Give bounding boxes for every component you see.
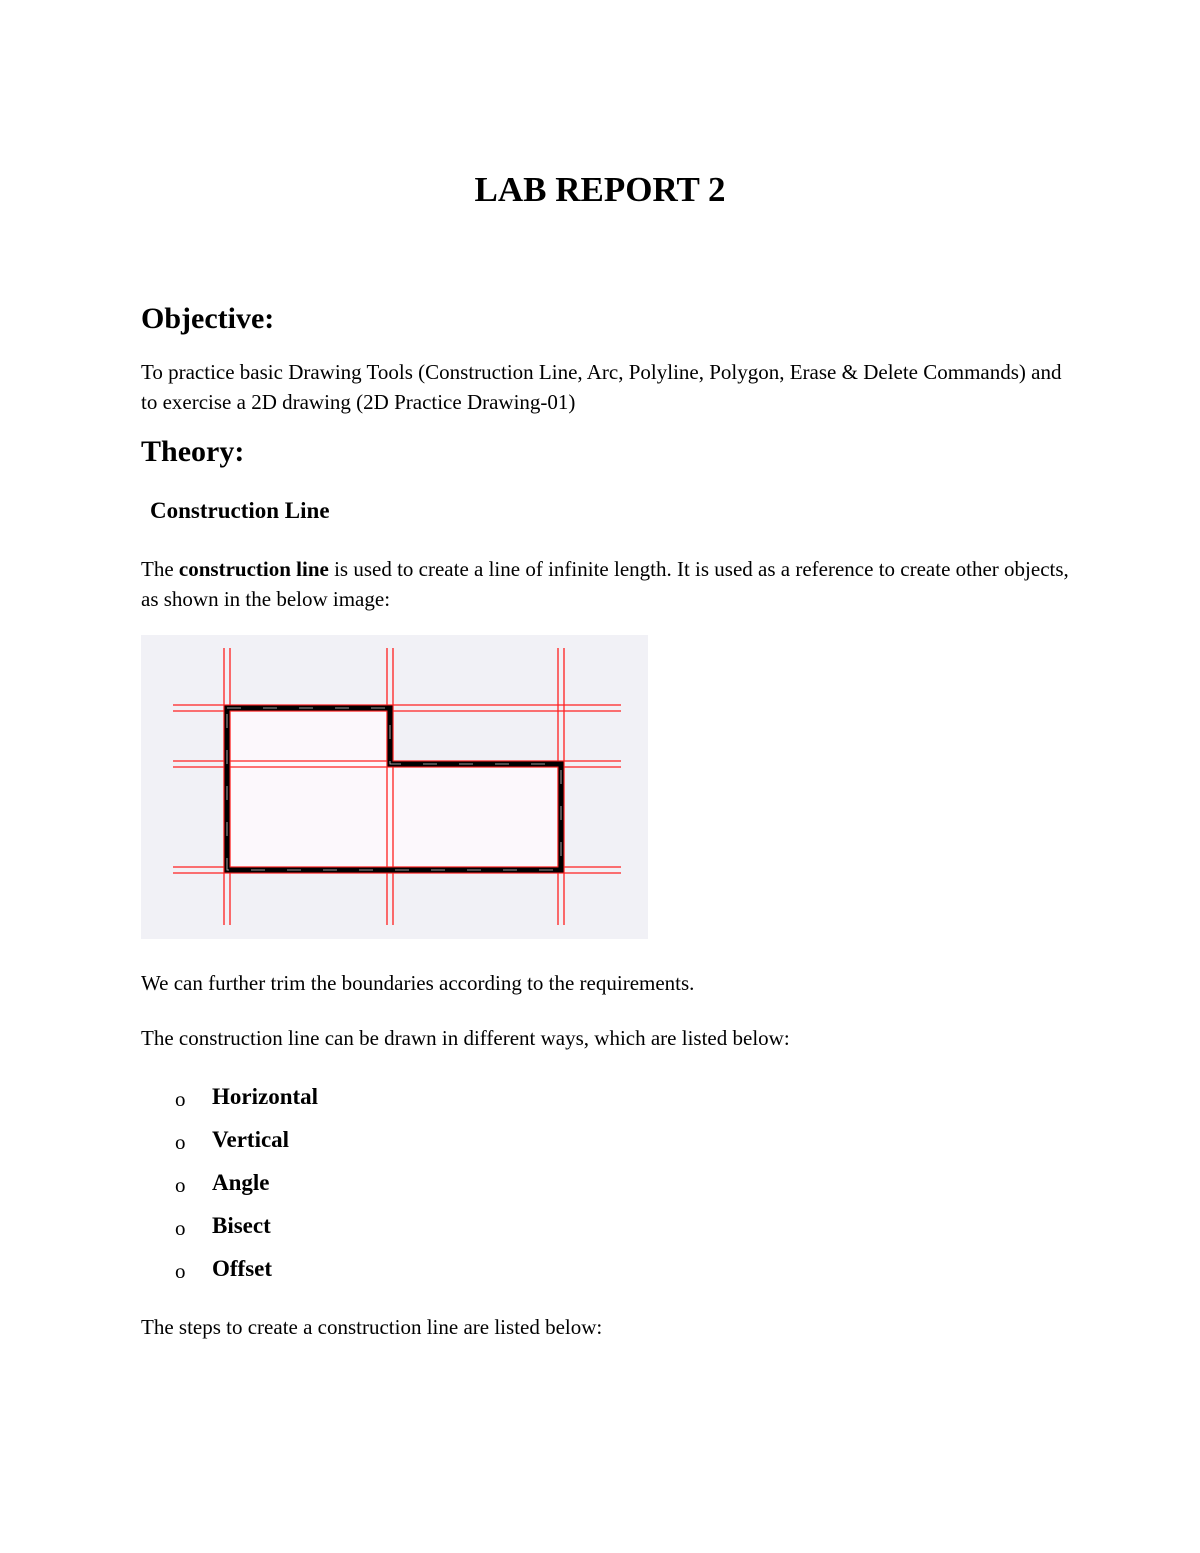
bullet-circle-icon: o	[175, 1087, 186, 1111]
way-label: Vertical	[212, 1127, 290, 1152]
intro-prefix: The	[141, 557, 179, 581]
way-label: Offset	[212, 1256, 273, 1281]
objective-heading: Objective:	[141, 302, 275, 335]
construction-line-figure	[141, 635, 648, 939]
steps-intro-text: The steps to create a construction line are listed below:	[141, 1315, 603, 1339]
bullet-circle-icon: o	[175, 1216, 186, 1240]
theory-heading: Theory:	[141, 435, 245, 468]
bullet-circle-icon: o	[175, 1259, 186, 1283]
intro-suffix: is used to create a line of infinite length. It is used as a reference to create other objects, as shown in the below image:	[141, 557, 1069, 611]
way-label: Horizontal	[212, 1084, 319, 1109]
bullet-circle-icon: o	[175, 1130, 186, 1154]
intro-bold-term: construction line	[178, 557, 329, 581]
objective-text: To practice basic Drawing Tools (Construction Line, Arc, Polyline, Polygon, Erase & Delete Commands) and to exercise a 2D drawing (2D Practice Drawing-01)	[141, 360, 1062, 414]
way-label: Angle	[212, 1170, 270, 1195]
construction-line-drawing	[141, 635, 648, 939]
shape-fill	[227, 708, 561, 870]
page-title: LAB REPORT 2	[474, 170, 726, 209]
construction-line-subheading: Construction Line	[150, 498, 330, 523]
way-label: Bisect	[212, 1213, 271, 1238]
construction-line-intro	[141, 554, 1081, 614]
trim-text: We can further trim the boundaries according to the requirements.	[141, 971, 695, 995]
ways-intro-text: The construction line can be drawn in different ways, which are listed below:	[141, 1026, 790, 1050]
bullet-circle-icon: o	[175, 1173, 186, 1197]
